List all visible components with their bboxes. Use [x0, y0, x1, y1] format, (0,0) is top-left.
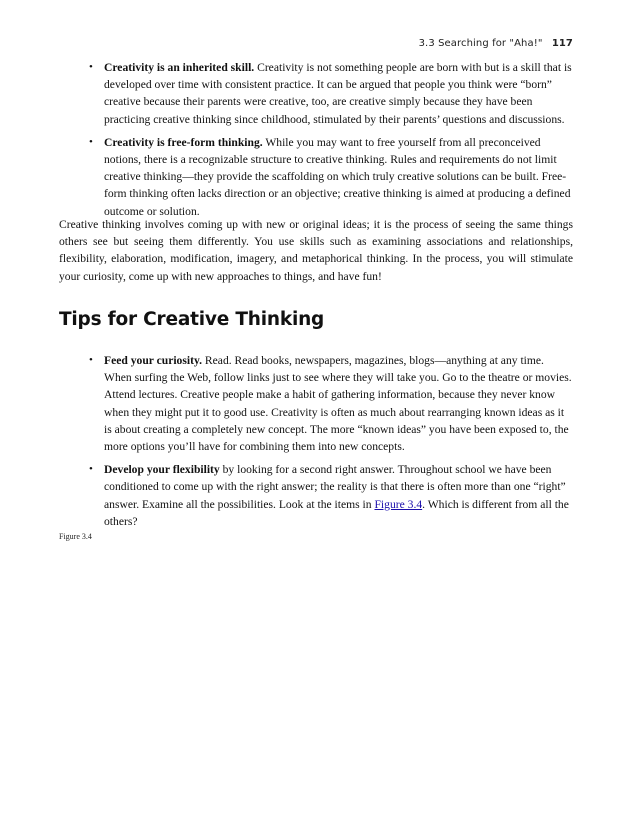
- bullet-text: Creativity is not something people are born with but is a skill that is developed over time with consistent practice. It can be argued that people you think were “born” creative because their parents were creative, too, are creative simply because they have been practicing creative thinking since childhood, stimulated by their parents’ questions and discussions.: [104, 61, 572, 126]
- bullet-text: Read. Read books, newspapers, magazines, blogs—anything at any time. When surfing the Web, follow links just to see where they will take you. Go to the theatre or movies. Attend lectures. Creative people make a habit of gathering information, because they never know when they might put it to good use. Creativity is often as much about rearranging known ideas as it is about creating a completely new concept. The more “known ideas” you have been exposed to, the more options you’ll have for combining them into new concepts.: [104, 354, 572, 454]
- list-item: [88, 461, 574, 530]
- list-item: [88, 352, 574, 455]
- tips-list: [88, 352, 574, 536]
- bullet-lead: Develop your flexibility: [104, 463, 220, 477]
- figure-label: Figure 3.4: [59, 532, 92, 541]
- creativity-myths-list: [88, 59, 574, 226]
- bullet-text: by looking for a second right answer. Throughout school we have been conditioned to come up with the right answer; the reality is that there is often more than one “right” answer. Examine all the possibilities. Look at the items in: [104, 463, 566, 511]
- bullet-lead: Feed your curiosity.: [104, 354, 203, 367]
- figure-link[interactable]: Figure 3.4: [374, 497, 423, 511]
- running-head: [419, 38, 573, 49]
- bullet-text: While you may want to free yourself from all preconceived notions, there is a recognizable structure to creative thinking. Rules and requirements do not limit creative thinking—they provide the scaffolding on which truly creative solutions can be built. Free-form thinking often lacks direction or an objective; creative thinking is aimed at producing a defined outcome or solution.: [104, 135, 571, 218]
- creative-thinking-paragraph: Creative thinking involves coming up with new or original ideas; it is the process of seeing the same things others see but seeing them differently. You use skills such as examining associations and relationships, flexibility, elaboration, modification, imagery, and metaphorical thinking. In the process, you will stimulate your curiosity, come up with new approaches to things, and have fun!: [59, 218, 573, 283]
- bullet-text: . Which is different from all the others?: [104, 497, 569, 528]
- running-head-section: 3.3 Searching for "Aha!": [418, 38, 543, 49]
- section-heading: Tips for Creative Thinking: [59, 309, 325, 330]
- bullet-lead: Creativity is an inherited skill.: [104, 61, 255, 74]
- bullet-lead: Creativity is free-form thinking.: [104, 135, 263, 149]
- list-item: [88, 59, 574, 128]
- page-number: 117: [551, 38, 573, 49]
- list-item: [88, 134, 574, 220]
